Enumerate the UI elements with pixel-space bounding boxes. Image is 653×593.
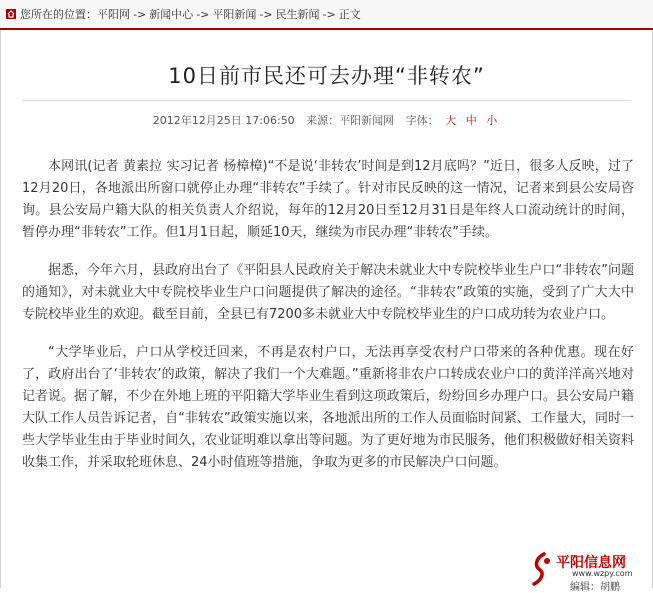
article-title: 10日前市民还可去办理“非转农” bbox=[168, 64, 485, 88]
article-paragraph: “大学毕业后，户口从学校迁回来，不再是农村户口，无法再享受农村户口带来的各种优惠。现在好了，政府出台了‘非转农’的政策，解决了我们一个大难题。”重新将非农户口转成农业户口的黄洋洋高兴地对记者说。据了解，不少在外地上班的平阳籍大学毕业生看到这项政策后，纷纷回乡办理户口。县公安局户籍大队工作人员告诉记者，自“非转农”政策实施以来，各地派出所的工作人员面临时间紧、工作量大，同时一些大学毕业生由于毕业时间久，农业证明难以拿出等问题。为了更好地为市民服务，他们积极做好相关资料收集工作，并采取轮班休息、24小时值班等措施，争取为更多的市民解决户口问题。 bbox=[22, 345, 634, 470]
font-size-medium-link[interactable]: 中 bbox=[465, 114, 477, 127]
breadcrumb-link-livelihood-news[interactable]: 民生新闻 bbox=[275, 8, 320, 21]
article-editor: 编辑：胡鹏 bbox=[570, 582, 620, 593]
logo-swirl-icon bbox=[530, 552, 552, 586]
breadcrumb-separator: -> bbox=[196, 7, 210, 21]
breadcrumb-link-pingyang-news[interactable]: 平阳新闻 bbox=[212, 8, 257, 21]
logo-name: 平阳信息网 bbox=[556, 555, 626, 571]
font-size-label: 字体： bbox=[405, 114, 439, 127]
article-paragraph: 本网讯(记者 黄素拉 实习记者 杨樟樟)“不是说‘非转农’时间是到12月底吗？”近日，很多人反映，过了12月20日，各地派出所窗口就停止办理“非转农”手续了。针对市民反映的这一情况，记者来到县公安局咨询。县公安局户籍大队的相关负责人介绍说，每年的12月20日至12月31日是年终人口流动统计的时间，暂停办理“非转农”工作。但1月1日起，顺延10天，继续为市民办理“非转农”手续。 bbox=[22, 159, 634, 240]
article-paragraph: 据悉，今年六月，县政府出台了《平阳县人民政府关于解决未就业大中专院校毕业生户口“非转农”问题的通知》，对未就业大中专院校毕业生户口问题提供了解决的途径。“非转农”政策的实施，受到了广大大中专院校毕业生的欢迎。截至目前，全县已有7200多未就业大中专院校毕业生的户口成功转为农业户口。 bbox=[22, 263, 634, 322]
breadcrumb-link-home[interactable]: 平阳网 bbox=[97, 8, 130, 21]
breadcrumb-separator: -> bbox=[133, 7, 147, 21]
source-label: 来源： bbox=[306, 114, 340, 127]
article-date: 2012年12月25日 17:06:50 bbox=[152, 114, 295, 127]
breadcrumb-current: 正文 bbox=[338, 8, 361, 21]
breadcrumb-separator: -> bbox=[322, 7, 336, 21]
home-icon bbox=[5, 8, 17, 20]
logo-url: www.wzpy.com bbox=[572, 569, 633, 578]
article-meta bbox=[0, 112, 653, 128]
title-divider bbox=[22, 100, 631, 101]
breadcrumb-link-news-center[interactable]: 新闻中心 bbox=[149, 8, 194, 21]
breadcrumb-prefix: 您所在的位置： bbox=[20, 8, 97, 21]
font-size-large-link[interactable]: 大 bbox=[445, 114, 457, 127]
font-size-small-link[interactable]: 小 bbox=[486, 114, 498, 127]
article-source: 平阳新闻网 bbox=[339, 114, 395, 127]
article-body bbox=[22, 156, 634, 490]
breadcrumb bbox=[0, 0, 653, 30]
breadcrumb-separator: -> bbox=[259, 7, 273, 21]
